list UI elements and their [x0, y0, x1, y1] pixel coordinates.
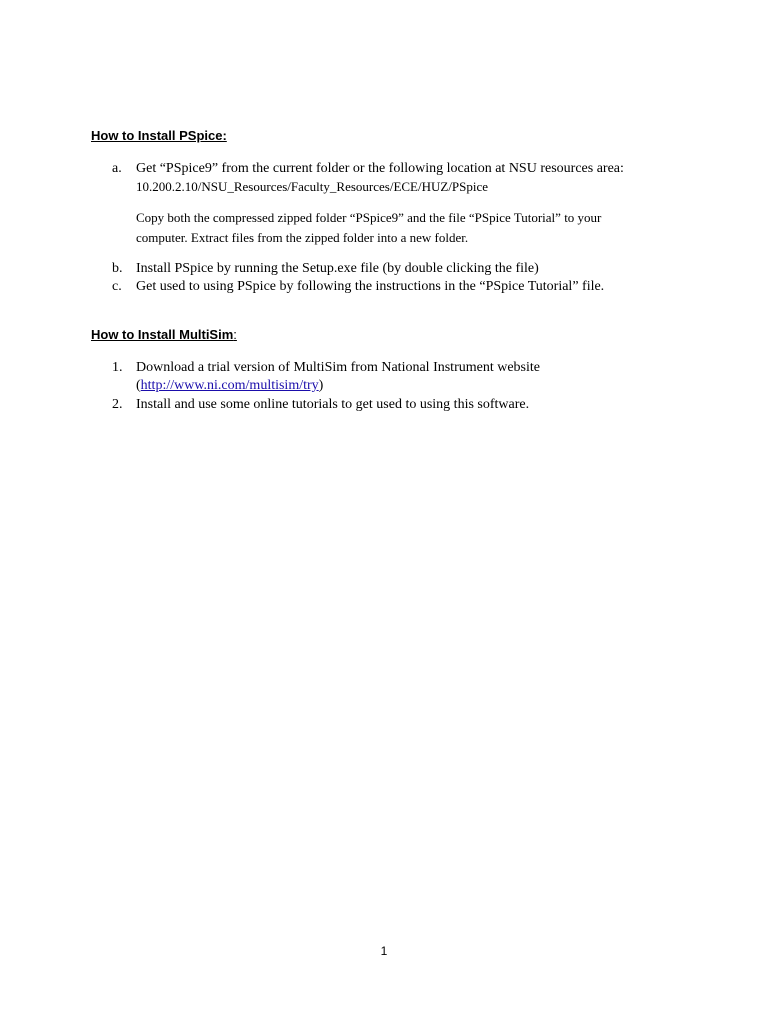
list-marker-2: 2. — [112, 397, 123, 412]
multisim-heading — [91, 327, 237, 343]
multisim-heading-text: How to Install MultiSim — [91, 327, 234, 342]
list-marker-c: c. — [112, 279, 122, 294]
page-number: 1 — [380, 944, 388, 958]
item-a-path: 10.200.2.10/NSU_Resources/Faculty_Resources/ECE/HUZ/PSpice — [136, 179, 489, 194]
pspice-heading — [91, 128, 227, 144]
item-c-text: Get used to using PSpice by following the instructions in the “PSpice Tutorial” file. — [136, 279, 605, 294]
list-marker-1: 1. — [112, 360, 123, 375]
item-1-line2 — [136, 377, 323, 395]
item-1-line1: Download a trial version of MultiSim from National Instrument website — [136, 360, 540, 375]
item-a-note-line1: Copy both the compressed zipped folder “PSpice9” and the file “PSpice Tutorial” to your — [136, 210, 602, 225]
item-a-line1: Get “PSpice9” from the current folder or the following location at NSU resources area: — [136, 161, 624, 176]
item-2-text: Install and use some online tutorials to get used to using this software. — [136, 397, 530, 412]
item-a-note-line2: computer. Extract files from the zipped folder into a new folder. — [136, 230, 469, 245]
link-paren-close: ) — [318, 378, 324, 393]
pspice-heading-text: How to Install PSpice: — [91, 128, 227, 143]
item-b-text: Install PSpice by running the Setup.exe file (by double clicking the file) — [136, 261, 539, 276]
multisim-heading-colon: : — [233, 327, 237, 342]
multisim-trial-link[interactable]: http://www.ni.com/multisim/try — [140, 378, 319, 393]
list-marker-b: b. — [112, 261, 123, 276]
list-marker-a: a. — [112, 161, 122, 176]
link-paren-open: ( — [136, 378, 141, 393]
